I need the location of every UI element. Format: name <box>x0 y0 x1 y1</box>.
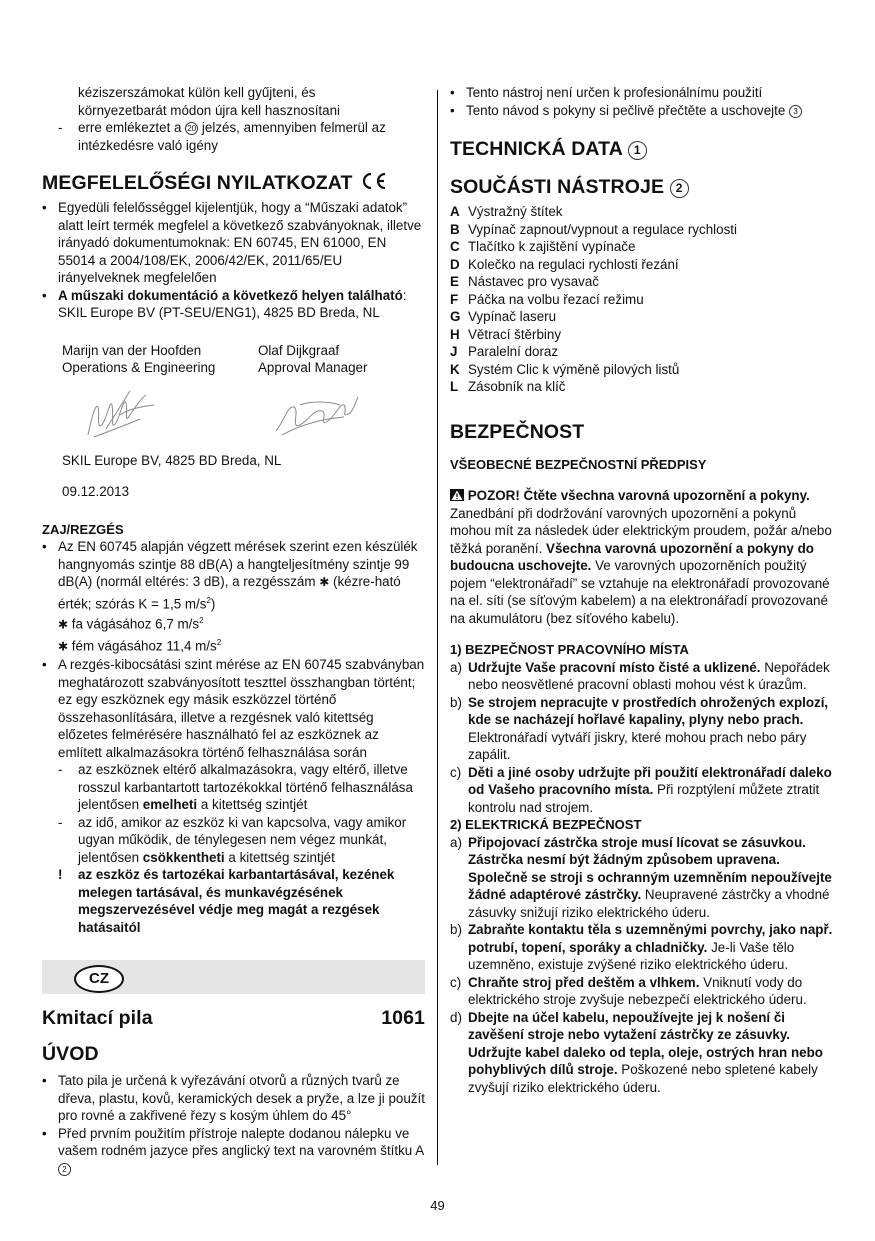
figure-ref-badge: 1 <box>628 141 647 160</box>
list-item: d) Dbejte na účel kabelu, nepoužívejte jej k nošení či zavěšení stroje nebo vytažení zástrčky ze zásuvky. Udržujte kabel daleko od tepla, oleje, ostrých hran nebo pohyblivých dílů stroje. Poškozené nebo spletené kabely zvyšují riziko elektrického úderu. <box>450 1009 823 1095</box>
symbol-number-badge: 20 <box>185 122 198 135</box>
list-item: • Před prvním použitím přístroje nalepte dodanou nálepku ve vašem rodném jazyce přes anglický text na varovném štítku A 2 <box>42 1125 425 1178</box>
signatories <box>42 342 425 377</box>
left-column <box>42 84 425 1177</box>
declaration-date: 09.12.2013 <box>62 484 130 499</box>
product-name: Kmitací pila <box>42 1007 153 1030</box>
section-title-workplace: 1) BEZPEČNOST PRACOVNÍHO MÍSTA <box>450 642 689 657</box>
signatory-2: Olaf Dijkgraaf Approval Manager <box>258 342 368 375</box>
signature-2-image <box>270 391 360 441</box>
list-item: D Kolečko na regulaci rychlosti řezání <box>450 256 679 272</box>
section-title-parts: SOUČÁSTI NÁSTROJE 2 <box>450 175 838 199</box>
noise-sublist <box>42 761 425 936</box>
column-divider <box>437 90 438 1165</box>
list-item: • Tato pila je určená k vyřezávání otvorů a různých tvarů ze dřeva, plastu, kovů, keramických desek a pryže, a lze ji použít pro rovné a zakřivené řezy s kosým úhlem do 45° <box>42 1072 425 1125</box>
list-item: • A műszaki dokumentáció a következő helyen található: SKIL Europe BV (PT-SEU/ENG1), 4825 BD Breda, NL <box>42 287 425 322</box>
figure-ref-badge: 2 <box>58 1163 71 1176</box>
list-item: c) Chraňte stroj před deštěm a vlhkem. Vniknutí vody do elektrického stroje zvyšuje nebezpečí elektrického úderu. <box>450 974 807 1007</box>
list-item: C Tlačítko k zajištění vypínače <box>450 239 636 254</box>
electrical-list <box>450 834 838 1097</box>
section-title-general: VŠEOBECNÉ BEZPEČNOSTNÍ PŘEDPISY <box>450 456 707 472</box>
product-number: 1061 <box>381 1007 425 1030</box>
figure-ref-badge: 3 <box>789 105 802 118</box>
right-column <box>450 84 838 1096</box>
signature-1-image <box>80 385 160 445</box>
list-item: • Tento nástroj není určen k profesionálnímu použití <box>450 84 838 102</box>
warning-triangle-icon <box>450 489 464 501</box>
list-item: c) Děti a jiné osoby udržujte při použití elektronářadí daleko od Vašeho pracovního místa. Při rozptýlení můžete ztratit kontrolu nad strojem. <box>450 764 832 815</box>
section-title-declaration: MEGFELELŐSÉGI NYILATKOZAT <box>42 171 425 195</box>
section-title-electrical: 2) ELEKTRICKÁ BEZPEČNOST <box>450 817 642 832</box>
noise-list <box>42 538 425 936</box>
list-item: G Vypínač laseru <box>450 309 557 324</box>
list-item: • Tento návod s pokyny si pečlivě přečtěte a uschovejte 3 <box>450 102 838 120</box>
list-item: kéziszerszámokat külön kell gyűjteni, és környezetbarát módon újra kell hasznosítani <box>78 85 341 118</box>
language-badge: CZ <box>74 965 124 993</box>
general-warning: POZOR! Čtěte všechna varovná upozornění a pokyny. Zanedbání při dodržování varovných upozornění a pokynů mohou mít za následek úder elektrickým proudem, požár a/nebo těžká poranění. Všechna varovná upozornění a pokyny do budoucna uschovejte. Ve varovných upozorněních použitý pojem “elektronářadí” se vztahuje na elektronářadí provozované na el. síti (se síťovým kabelem) a na elektronářadí provozované na akumulátoru (bez síťového kabelu). <box>450 488 832 626</box>
section-title-uvod: ÚVOD <box>42 1043 99 1066</box>
list-item: F Páčka na volbu řezací režimu <box>450 291 644 307</box>
parts-list <box>450 203 838 396</box>
vibration-metal: ✱ fém vágásához 11,4 $m/s^2$ <box>58 638 222 654</box>
list-item: B Vypínač zapnout/vypnout a regulace rychlosti <box>450 221 737 237</box>
list-item: a) Udržujte Vaše pracovní místo čisté a uklizené. Nepořádek nebo neosvětlené pracovní oblasti mohou vést k úrazům. <box>450 659 830 692</box>
list-item: • A rezgés-kibocsátási szint mérése az EN 60745 szabványban meghatározott szabványosított teszttel összhangban történt; ez egy eszköznek egy másik eszközzel történő összehasonlítására, illetve a rezgésnek való kitettség előzetes felmérésére használható fel az eszköznek az említett alkalmazásokra történő felhasználása során - az eszköznek eltérő alkalmazásokra, vagy eltérő, illetve rosszul karbantartott tartozékokkal történő felhasználása jelentősen emelheti a kitettség szintjét - az idő, amikor az eszköz ki van kapcsolva, vagy amikor ugyan működik, de ténylegesen nem végez munkát, jelentősen csökkentheti a kitettség szintjét ! az eszköz és tartozékai karbantartásával, kezének melegen tartásával, és munkavégzésének megszervezésével védje meg magát a rezgések hatásaitól <box>42 656 425 936</box>
disposal-continuation <box>42 84 425 154</box>
list-item: b) Se strojem nepracujte v prostředích ohrožených explozí, kde se nacházejí hořlavé kapaliny, plyny nebo prach. Elektronářadí vytváří jiskry, které mohou prach nebo páry zapálit. <box>450 694 829 762</box>
asterisk-icon: ✱ <box>319 575 330 589</box>
list-item: • Az EN 60745 alapján végzett mérések szerint ezen készülék hangnyomás szintje 88 dB(A) a hangteljesítmény szintje 99 dB(A) (normál eltérés: 3 dB), a rezgésszám ✱ (kézre-ható érték; szórás K = 1,5 $m/s^2$) ✱ fa vágásához 6,7 $m/s^2$ ✱ fém vágásához 11,4 $m/s^2$ <box>42 538 425 656</box>
language-band <box>42 960 425 994</box>
company-address: SKIL Europe BV, 4825 BD Breda, NL <box>62 452 282 468</box>
page-number: 49 <box>430 1198 445 1213</box>
declaration-list <box>42 199 425 322</box>
vibration-wood: ✱ fa vágásához 6,7 $m/s^2$ <box>58 616 204 632</box>
figure-ref-badge: 2 <box>670 179 689 198</box>
signatory-1: Marijn van der Hoofden Operations & Engineering <box>62 342 216 375</box>
list-item: - erre emlékeztet a 20 jelzés, amennyiben felmerül az intézkedésre való igény <box>58 120 386 153</box>
list-item: b) Zabraňte kontaktu těla s uzemněnými povrchy, jako např. potrubí, topení, sporáky a chladničky. Je-li Vaše tělo uzemněno, existuje zvýšené riziko elektrického úderu. <box>450 922 833 972</box>
list-item: E Nástavec pro vysavač <box>450 274 599 289</box>
section-title-noise: ZAJ/REZGÉS <box>42 521 124 537</box>
asterisk-icon: ✱ <box>58 639 69 654</box>
signature-area <box>42 377 425 452</box>
list-item: J Paralelní doraz <box>450 344 559 359</box>
usage-notes <box>450 84 838 119</box>
list-item: • Egyedüli felelősséggel kijelentjük, hogy a “Műszaki adatok” alatt leírt termék megfelel a következő szabványoknak, illetve irányadó dokumentumoknak: EN 60745, EN 61000, EN 55014 a 2004/108/EK, 2006/42/EK, 2011/65/EU irányelveknek megfelelően <box>42 199 425 287</box>
list-item: a) Připojovací zástrčka stroje musí lícovat se zásuvkou. Zástrčka nesmí být žádným způsobem upravena. Společně se stroji s ochranným uzemněním nepoužívejte žádné adaptérové zástrčky. Neupravené zástrčky a vhodné zásuvky snižují riziko elektrického úderu. <box>450 834 832 920</box>
list-item: - az idő, amikor az eszköz ki van kapcsolva, vagy amikor ugyan működik, de ténylegesen nem végez munkát, jelentősen csökkentheti a kitettség szintjét <box>58 814 407 865</box>
list-item: ! az eszköz és tartozékai karbantartásával, kezének melegen tartásával, és munkavégzésének megszervezésével védje meg magát a rezgések hatásaitól <box>58 867 395 935</box>
section-title-safety: BEZPEČNOST <box>450 420 585 443</box>
list-item: K Systém Clic k výměně pilových listů <box>450 361 680 377</box>
product-header <box>42 1006 425 1030</box>
section-title-tech: TECHNICKÁ DATA 1 <box>450 137 838 161</box>
list-item: - az eszköznek eltérő alkalmazásokra, vagy eltérő, illetve rosszul karbantartott tartozékokkal történő felhasználása jelentősen emelheti a kitettség szintjét <box>58 762 413 813</box>
workplace-list <box>450 659 838 817</box>
uvod-list <box>42 1072 425 1177</box>
ce-mark-icon <box>360 172 388 190</box>
list-item: A Výstražný štítek <box>450 204 563 219</box>
list-item: L Zásobník na klíč <box>450 379 566 394</box>
list-item: H Větrací štěrbiny <box>450 326 562 342</box>
asterisk-icon: ✱ <box>58 617 69 632</box>
